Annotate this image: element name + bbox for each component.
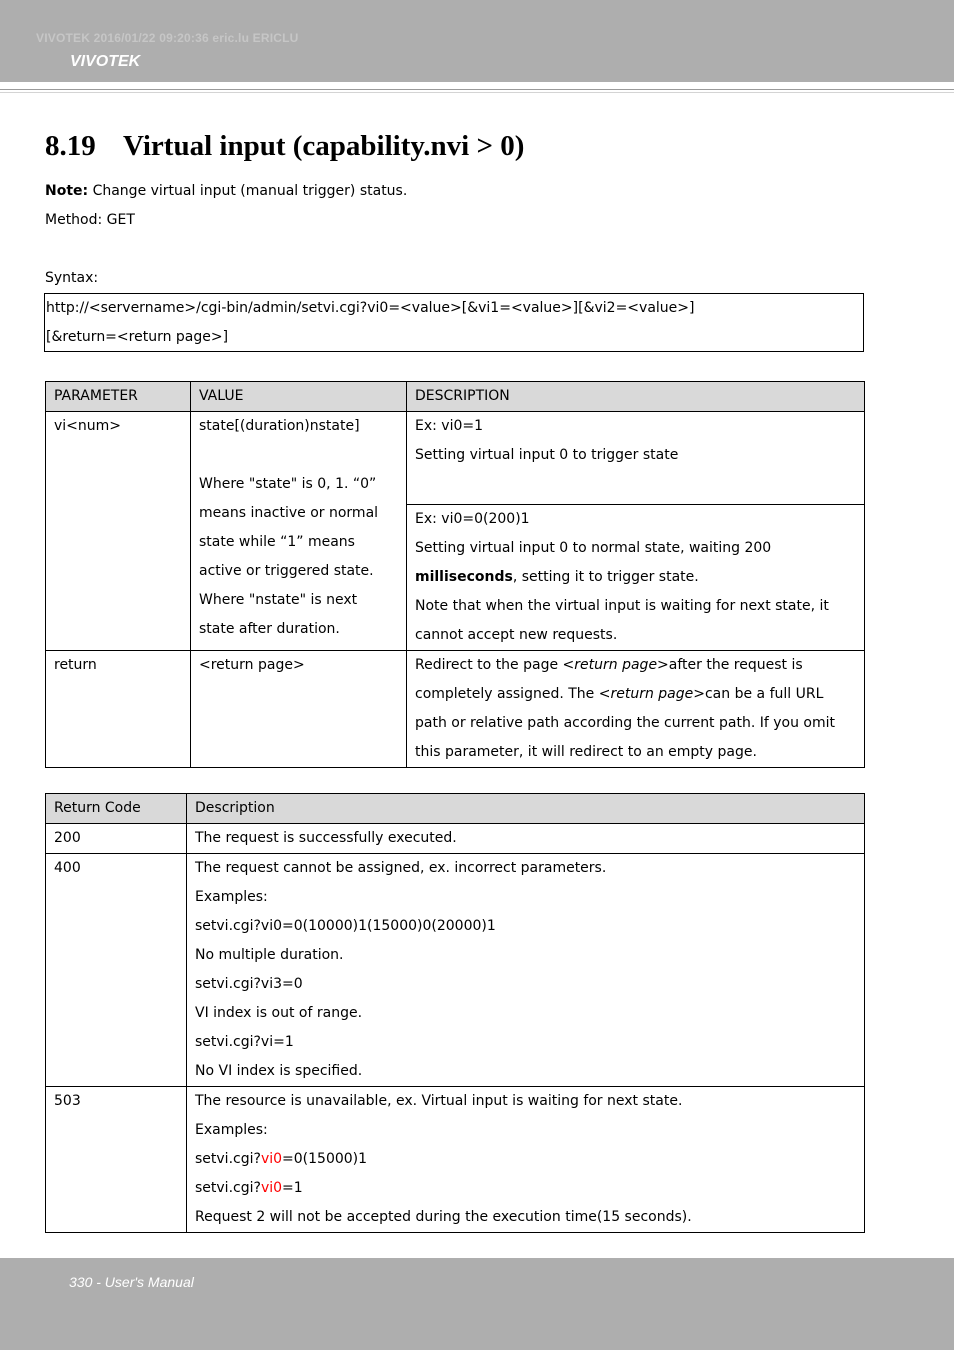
note-line [45,183,407,199]
desc-line: this parameter, it will redirect to an empty page. [415,744,757,760]
desc-vi-example-2 [407,505,865,651]
return-description [187,854,865,1087]
desc-text: =0(15000)1 [282,1151,368,1167]
param-return: return [46,651,191,768]
return-description: The request is successfully executed. [187,824,865,854]
desc-text: can be a full URL [704,686,824,702]
value-vi-desc: active or triggered state. [199,563,374,579]
note-label: Note: [45,183,89,199]
desc-line: Setting virtual input 0 to trigger state [415,447,679,463]
desc-text: after the request is [668,657,803,673]
desc-line: VI index is out of range. [195,1005,363,1021]
desc-italic: <return page> [598,686,705,702]
watermark-text: VIVOTEK 2016/01/22 09:20:36 eric.lu ERICLU [36,31,299,45]
header-return-code: Return Code [46,794,187,824]
desc-line [195,1145,856,1174]
section-title: Virtual input (capability.nvi > 0) [123,130,525,162]
desc-line: cannot accept new requests. [415,627,618,643]
value-vi [191,412,407,651]
desc-text: setvi.cgi? [195,1151,261,1167]
desc-italic: <return page> [562,657,669,673]
return-code-table [45,793,865,1233]
table-row [46,824,865,854]
desc-line: The resource is unavailable, ex. Virtual input is waiting for next state. [195,1093,683,1109]
header-description: DESCRIPTION [407,382,865,412]
table-row [46,854,865,1087]
header-parameter: PARAMETER [46,382,191,412]
value-vi-desc: state after duration. [199,621,340,637]
header-divider-light [0,92,954,93]
desc-line: No VI index is specified. [195,1063,363,1079]
header-divider [0,89,954,90]
desc-line: Ex: vi0=1 [415,418,484,434]
value-vi-desc: state while “1” means [199,534,355,550]
syntax-label: Syntax: [45,270,99,286]
desc-line [415,563,856,592]
table-row [46,651,865,768]
syntax-box [44,293,864,352]
table-row [46,1087,865,1233]
desc-line: Examples: [195,889,268,905]
section-heading [45,130,524,163]
desc-text: Redirect to the page [415,657,563,673]
desc-line: The request cannot be assigned, ex. incorrect parameters. [195,860,607,876]
return-code: 200 [46,824,187,854]
desc-bold: milliseconds [415,569,513,585]
parameter-table [45,381,865,768]
desc-line [415,680,856,709]
value-vi-syntax: state[(duration)nstate] [199,418,360,434]
highlight-text: vi0 [260,1180,283,1196]
note-text: Change virtual input (manual trigger) status. [88,183,408,199]
return-code: 503 [46,1087,187,1233]
desc-line: No multiple duration. [195,947,344,963]
desc-text: completely assigned. The [415,686,599,702]
param-vi: vi<num> [46,412,191,651]
desc-line: setvi.cgi?vi=1 [195,1034,294,1050]
desc-text: =1 [282,1180,303,1196]
section-number: 8.19 [45,130,96,162]
table-row [46,412,865,505]
value-vi-desc: Where "state" is 0, 1. “0” [199,476,377,492]
desc-text: setvi.cgi? [195,1180,261,1196]
desc-line: Examples: [195,1122,268,1138]
highlight-text: vi0 [260,1151,283,1167]
desc-line: Ex: vi0=0(200)1 [415,511,530,527]
syntax-line-2: [&return=<return page>] [46,329,229,345]
page-footer: 330 - User's Manual [69,1274,194,1290]
desc-line: Setting virtual input 0 to normal state, waiting 200 [415,540,772,556]
desc-line [415,651,856,680]
value-vi-desc: Where "nstate" is next [199,592,358,608]
desc-return [407,651,865,768]
desc-line: Note that when the virtual input is waiting for next state, it [415,598,829,614]
footer-bar [0,1258,954,1350]
value-return: <return page> [191,651,407,768]
value-vi-desc: means inactive or normal [199,505,379,521]
header-value: VALUE [191,382,407,412]
desc-line: path or relative path according the current path. If you omit [415,715,835,731]
brand-name: VIVOTEK [70,53,141,70]
desc-line: setvi.cgi?vi0=0(10000)1(15000)0(20000)1 [195,918,496,934]
method-line: Method: GET [45,212,135,228]
table-header-row [46,794,865,824]
header-description: Description [187,794,865,824]
desc-line: setvi.cgi?vi3=0 [195,976,303,992]
desc-vi-example-1 [407,412,865,505]
desc-line: Request 2 will not be accepted during the execution time(15 seconds). [195,1209,692,1225]
return-description [187,1087,865,1233]
table-header-row [46,382,865,412]
return-code: 400 [46,854,187,1087]
syntax-line-1: http://<servername>/cgi-bin/admin/setvi.cgi?vi0=<value>[&vi1=<value>][&vi2=<value>] [46,300,695,316]
desc-line [195,1174,856,1203]
desc-text: , setting it to trigger state. [512,569,699,585]
